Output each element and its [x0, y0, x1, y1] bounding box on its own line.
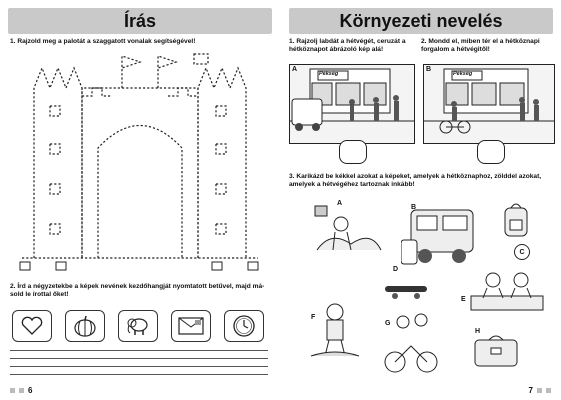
scene-b-label: B: [426, 66, 432, 73]
envelope-icon: [178, 317, 204, 335]
right-task-2: 2. Mondd el, miben tér el a hétköznapi forgalom a hétvégitől!: [421, 38, 540, 54]
right-task-1: 1. Rajzolj labdát a hétvégét, ceruzát a hétköznapot ábrázoló kép alá!: [289, 38, 406, 54]
writing-lines[interactable]: [10, 350, 268, 382]
picture-g-label: G: [385, 320, 391, 327]
right-title-bar: [289, 8, 553, 34]
picture-b-bus[interactable]: [401, 206, 485, 270]
shop-sign-a: Pékség: [319, 71, 339, 77]
picture-a-label: A: [337, 200, 343, 207]
right-page: [281, 0, 561, 400]
picture-b-label: B: [411, 204, 417, 211]
picture-c-backpack[interactable]: [501, 200, 531, 240]
answer-oval-b[interactable]: [477, 140, 505, 164]
picture-h-school-bag[interactable]: [471, 330, 521, 370]
clock-icon: [232, 314, 256, 338]
picture-c-label: C: [514, 244, 530, 260]
left-title-bar: [8, 8, 272, 34]
scene-a-weekday-street[interactable]: [289, 64, 415, 144]
right-page-title: Környezeti nevelés: [339, 10, 503, 31]
picture-e-kids-reading[interactable]: [467, 262, 547, 318]
picture-a-kids-playing[interactable]: [311, 200, 385, 264]
heart-icon: [20, 316, 44, 336]
elephant-picture-box[interactable]: [118, 310, 158, 342]
pumpkin-picture-box[interactable]: [65, 310, 105, 342]
heart-picture-box[interactable]: [12, 310, 52, 342]
picture-d-skateboard[interactable]: [383, 280, 429, 304]
picture-f-child-with-bag[interactable]: [307, 300, 363, 360]
picture-f-label: F: [311, 314, 316, 321]
left-task-2: 2. Írd a négyzetekbe a képek nevének kezdőhangját nyomtatott betűvel, majd má- sold le írottal őket!: [10, 283, 265, 299]
left-page-title: Írás: [123, 10, 157, 31]
answer-oval-a[interactable]: [339, 140, 367, 164]
right-task-3: 3. Karikázd be kékkel azokat a képeket, amelyek a hétköznaphoz, zölddel azokat, amelyek a hétvégéhez tartoznak inkább!: [289, 173, 542, 189]
clock-picture-box[interactable]: [224, 310, 264, 342]
dashed-palace-drawing[interactable]: [12, 48, 268, 274]
envelope-picture-box[interactable]: [171, 310, 211, 342]
street-scene-illustration: [290, 65, 414, 143]
picture-h-label: H: [475, 328, 481, 335]
street-scene-illustration: [424, 65, 554, 143]
elephant-icon: [125, 315, 151, 337]
picture-e-label: E: [461, 296, 466, 303]
left-page: [0, 0, 280, 400]
scene-a-label: A: [292, 66, 298, 73]
scene-b-weekend-street[interactable]: [423, 64, 555, 144]
pumpkin-icon: [73, 315, 97, 337]
picture-d-label: D: [393, 266, 399, 273]
left-page-number: 6: [10, 386, 32, 395]
right-page-number: 7: [529, 386, 551, 395]
left-task-1: 1. Rajzold meg a palotát a szaggatott vonalak segítségével!: [10, 38, 196, 45]
shop-sign-b: Pékség: [453, 71, 473, 77]
